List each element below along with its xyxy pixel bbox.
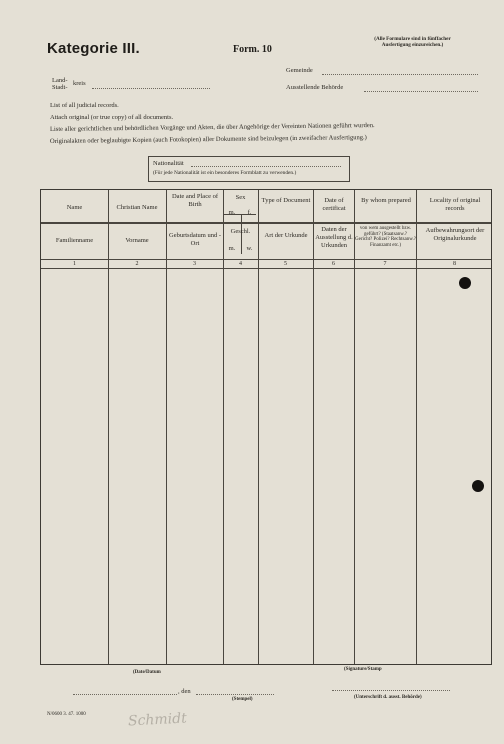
land-stadt-label (52, 77, 68, 91)
col-preparedby-en: By whom prepared (361, 197, 411, 204)
col-birth-de: Geburtsdatum und -Ort (169, 232, 221, 247)
col-sex-num: 4 (239, 261, 242, 267)
faint-signature: Schmidt (127, 710, 188, 730)
nationality-note: (Für jede Nationalität ist ein besonderes Formblatt zu verwenden.) (153, 170, 297, 176)
col-sex-m-en: m. (228, 209, 236, 216)
col-sex-en: Sex (235, 194, 246, 201)
col-christian-en: Christian Name (116, 204, 158, 211)
copies-note (340, 36, 485, 48)
punch-hole (472, 480, 484, 492)
instruction-4: Originalakten oder beglaubigte Kopien (auch Fotokopien) aller Dokumente sind beizulegen (in zweifacher Ausfertigung.) (49, 134, 367, 145)
instruction-2: Attach original (or true copy) of all documents. (50, 114, 174, 121)
nationality-field[interactable] (191, 166, 341, 167)
den-label: , den (178, 688, 191, 695)
instruction-3: Liste aller gerichtlichen und behördlichen Vorgänge und Akten, die über Angehörige der Vereinten Nationen geführt wurden. (49, 122, 375, 133)
col-name-num: 1 (73, 261, 76, 267)
signature-field[interactable] (332, 690, 450, 691)
col-birth-en: Date and Place of Birth (171, 193, 219, 208)
col-sex-de: Geschl. (230, 228, 251, 235)
col-christian-num: 2 (135, 261, 139, 267)
copies-note-line1: (Alle Formulare sind in fünffacher (374, 36, 451, 42)
records-table (40, 189, 492, 665)
col-sex-w-de: w. (246, 245, 253, 252)
row-divider (41, 223, 491, 224)
place-field[interactable] (73, 694, 177, 695)
date-label: (Date/Datum (133, 670, 161, 675)
col-sex-m-de: m. (228, 245, 236, 252)
land-label: Land- (52, 77, 68, 84)
col-doctype-num: 5 (284, 261, 287, 267)
col-name-en: Name (66, 204, 83, 211)
col-preparedby-num: 7 (383, 261, 387, 267)
kreis-label: kreis (73, 80, 86, 87)
category-title: Kategorie III. (47, 40, 140, 57)
nationality-box (148, 156, 350, 182)
stadt-label: Stadt- (52, 84, 68, 91)
form-number: Form. 10 (233, 44, 272, 55)
nationality-label: Nationalität (153, 160, 184, 167)
col-doctype-de: Art der Urkunde (264, 232, 308, 239)
col-preparedby-de: von wem ausgestellt bzw. geführt? (Staatsanw.? Gericht? Polizei? Rechtsanw.? Finanzamt etc.) (355, 226, 416, 248)
col-certdate-de: Daten der Ausstellung d. Urkunden (315, 226, 353, 249)
col-sex-f-en: f. (247, 209, 252, 216)
gemeinde-field[interactable] (322, 74, 478, 75)
copies-note-line2: Ausfertigung einzureichen.) (381, 42, 444, 49)
authority-signature-label: (Unterschrift d. ausst. Behörde) (354, 695, 422, 700)
punch-hole (459, 277, 471, 289)
col-locality-en: Locality of original records (429, 197, 481, 212)
col-certdate-num: 6 (332, 261, 335, 267)
row-divider (41, 268, 491, 269)
col-doctype-en: Type of Document (261, 197, 311, 204)
issuing-authority-label: Ausstellende Behörde (286, 84, 344, 91)
col-name-de: Familienname (55, 237, 94, 244)
date-field[interactable] (196, 694, 274, 695)
stamp-label: (Stempel) (232, 697, 253, 702)
kreis-field[interactable] (92, 88, 210, 89)
col-locality-num: 8 (453, 261, 456, 267)
col-birth-num: 3 (193, 261, 196, 267)
col-certdate-en: Date of certificat (322, 197, 346, 212)
col-christian-de: Vorname (125, 237, 149, 244)
print-code: N/0600 3. 47. 1000 (47, 712, 86, 717)
col-locality-de: Aufbewahrungsort der Originalurkunde (425, 227, 485, 242)
issuing-authority-field[interactable] (364, 91, 478, 92)
gemeinde-label: Gemeinde (286, 67, 313, 74)
instruction-1: List of all judicial records. (50, 102, 119, 109)
signature-label: (Signature/Stamp (344, 667, 382, 672)
